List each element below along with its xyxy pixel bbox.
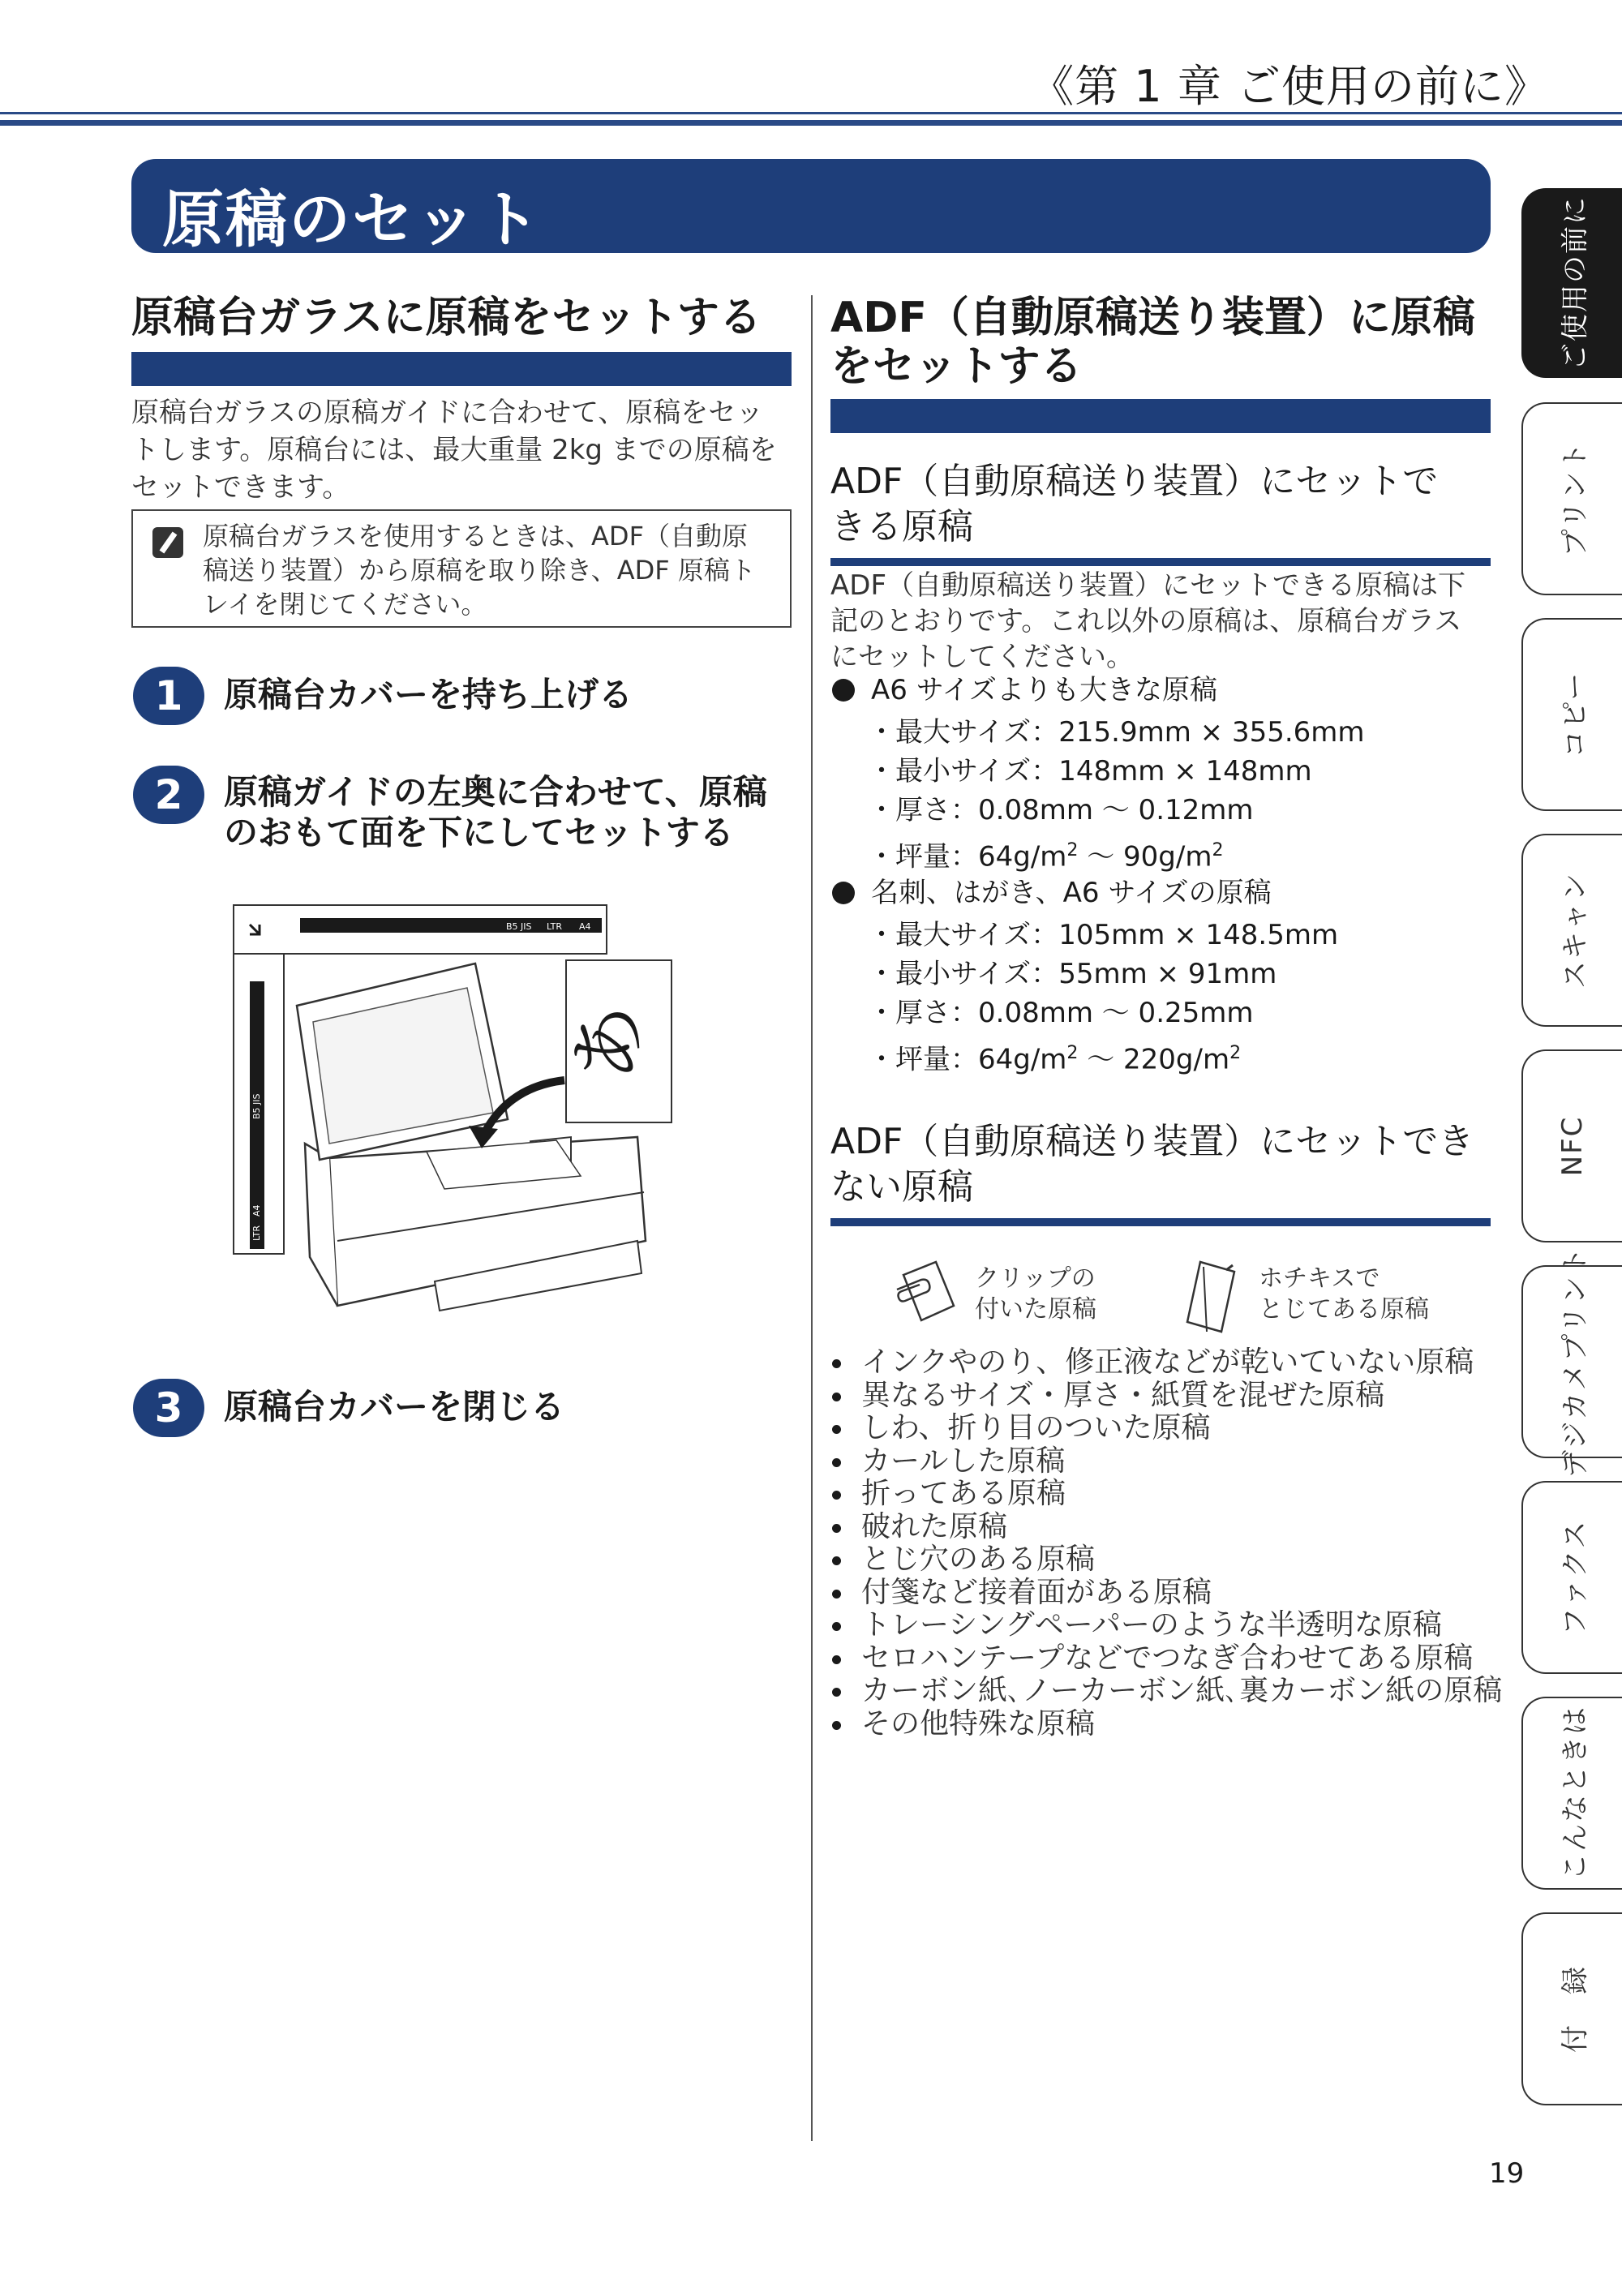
list-item: カールした原稿 — [830, 1445, 1502, 1478]
tab-print[interactable]: プリント — [1521, 402, 1622, 595]
paperclip-document-icon — [889, 1257, 962, 1330]
chapter-header: 《第 1 章 ご使用の前に》 — [1030, 61, 1549, 112]
step-text-1: 原稿台カバーを持ち上げる — [224, 675, 633, 715]
staple-label: ホチキスで とじてある原稿 — [1259, 1264, 1429, 1324]
paperclip-label: クリップの 付いた原稿 — [975, 1264, 1096, 1324]
guide-label-b5: B5 JIS — [506, 921, 532, 932]
title-banner — [131, 159, 1491, 253]
adf-section-heading: ADF（自動原稿送り装置）に原稿 をセットする — [830, 294, 1475, 391]
tab-appendix[interactable]: 付 録 — [1521, 1912, 1622, 2105]
guide-label-a4: A4 — [579, 921, 591, 932]
tab-scan[interactable]: スキャン — [1521, 834, 1622, 1027]
tab-fax[interactable]: ファクス — [1521, 1481, 1622, 1674]
group1-title: A6 サイズよりも大きな原稿 — [832, 672, 1217, 709]
column-divider — [811, 295, 813, 2141]
guide-side-b5: B5 JIS — [251, 1093, 262, 1119]
list-item: とじ穴のある原稿 — [830, 1543, 1502, 1577]
scanner-illustration — [232, 900, 688, 1322]
group2-item-weight: ・坪量：$64g/m^2$ 〜 $220g/m^2$ — [868, 1043, 1242, 1076]
group1-item: ・最大サイズ：215.9mm × 355.6mm — [868, 716, 1365, 749]
list-item: インクやのり、修正液などが乾いていない原稿 — [830, 1346, 1502, 1380]
adf-cannot-rule — [830, 1218, 1491, 1226]
step-text-2: 原稿ガイドの左奥に合わせて、原稿 のおもて面を下にしてセットする — [224, 772, 767, 852]
group2-title: 名刺、はがき、A6 サイズの原稿 — [832, 874, 1272, 912]
list-item: しわ、折り目のついた原稿 — [830, 1412, 1502, 1445]
tab-nfc[interactable]: NFC — [1521, 1049, 1622, 1242]
header-rule-thick — [0, 120, 1622, 126]
list-item: トレーシングペーパーのような半透明な原稿 — [830, 1609, 1502, 1642]
step-number-1: 1 — [133, 667, 204, 725]
list-item: 付箋など接着面がある原稿 — [830, 1577, 1502, 1610]
step-text-3: 原稿台カバーを閉じる — [224, 1387, 565, 1427]
step-number-3: 3 — [133, 1379, 204, 1437]
stapled-document-icon — [1176, 1257, 1249, 1335]
step-number-2: 2 — [133, 766, 204, 824]
adf-can-heading: ADF（自動原稿送り装置）にセットで きる原稿 — [830, 461, 1439, 547]
group1-item: ・最小サイズ：148mm × 148mm — [868, 755, 1312, 788]
tab-photo-print[interactable]: デジカメプリント — [1521, 1265, 1622, 1458]
group1-item: ・厚さ：0.08mm 〜 0.12mm — [868, 794, 1254, 826]
adf-can-intro: ADF（自動原稿送り装置）にセットできる原稿は下 記のとおりです。これ以外の原稿は、原稿台ガラス にセットしてください。 — [830, 569, 1465, 673]
list-item: 異なるサイズ・厚さ・紙質を混ぜた原稿 — [830, 1380, 1502, 1413]
adf-section-bar — [830, 399, 1491, 433]
page-number: 19 — [1489, 2157, 1525, 2190]
note-text: 原稿台ガラスを使用するときは、ADF（自動原 稿送り装置）から原稿を取り除き、ADF 原稿ト レイを閉じてください。 — [203, 521, 756, 620]
group2-item: ・厚さ：0.08mm 〜 0.25mm — [868, 997, 1254, 1029]
group2-item: ・最大サイズ：105mm × 148.5mm — [868, 919, 1339, 951]
tab-copy[interactable]: コピー — [1521, 618, 1622, 811]
glass-section-bar — [131, 352, 792, 386]
list-item: カーボン紙､ノーカーボン紙､裏カーボン紙の原稿 — [830, 1675, 1502, 1708]
glass-intro: 原稿台ガラスの原稿ガイドに合わせて、原稿をセッ トします。原稿台には、最大重量 2kg までの原稿を セットできます。 — [131, 397, 777, 504]
list-item: その他特殊な原稿 — [830, 1708, 1502, 1741]
page-title: 原稿のセット — [162, 183, 542, 255]
glass-section-heading: 原稿台ガラスに原稿をセットする — [131, 294, 762, 342]
list-item: セロハンテープなどでつなぎ合わせてある原稿 — [830, 1642, 1502, 1676]
document-glyph: あ — [564, 1004, 654, 1082]
tab-getting-started[interactable]: ご使用の前に — [1521, 188, 1622, 378]
list-item: 破れた原稿 — [830, 1511, 1502, 1544]
list-item: 折ってある原稿 — [830, 1478, 1502, 1511]
group2-item: ・最小サイズ：55mm × 91mm — [868, 958, 1277, 990]
adf-cannot-heading: ADF（自動原稿送り装置）にセットでき ない原稿 — [830, 1121, 1474, 1208]
tab-troubleshooting[interactable]: こんなときは — [1521, 1697, 1622, 1890]
group1-item-weight: ・坪量：$64g/m^2$ 〜 $90g/m^2$ — [868, 840, 1224, 873]
guide-label-ltr: LTR — [547, 921, 562, 932]
note-box — [131, 509, 792, 628]
cannot-list — [830, 1346, 1502, 1740]
adf-can-rule — [830, 558, 1491, 566]
bullet-dot-icon — [832, 679, 855, 702]
header-rule-thin — [0, 112, 1622, 114]
guide-side-ltr: LTR — [251, 1225, 262, 1241]
guide-side-a4: A4 — [251, 1204, 262, 1217]
note-pencil-icon — [152, 527, 183, 558]
bullet-dot-icon — [832, 882, 855, 904]
